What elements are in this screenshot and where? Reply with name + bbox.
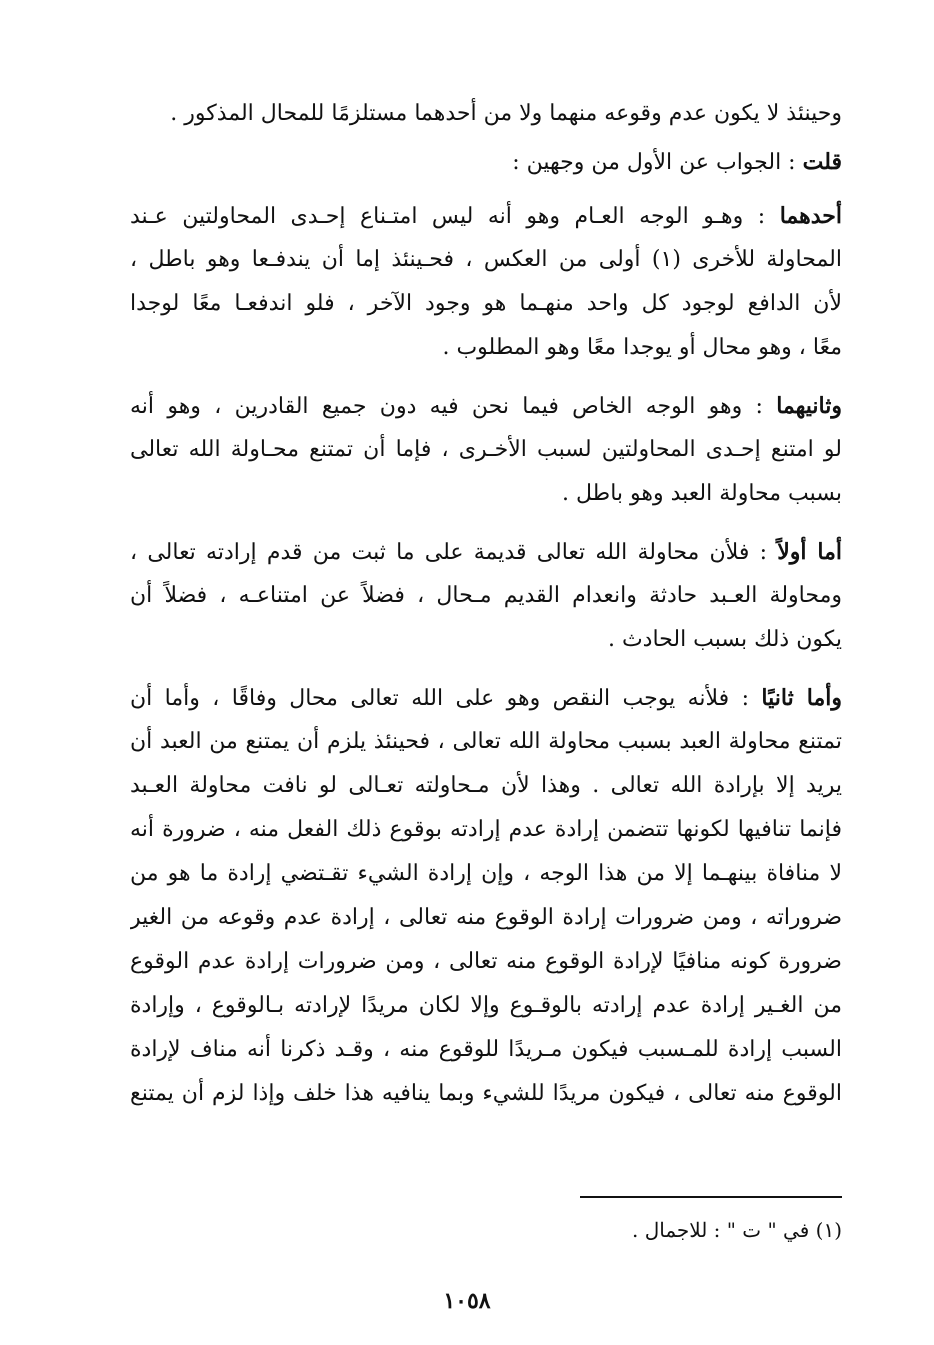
text-line: فإنما تنافيها لكونها تتضمن إرادة عدم إرادته بوقوع ذلك الفعل منه ، ضرورة أنه — [130, 817, 842, 842]
text-line: بسبب محاولة العبد وهو باطل . — [562, 481, 842, 506]
text-line: تمتنع محاولة العبد بسبب محاولة الله تعالى ، فحينئذ يلزم أن يمتنع من العبد أن — [130, 729, 842, 754]
text-line: ضروراته ، ومن ضرورات إرادة الوقوع منه تعالى ، إرادة عدم وقوعه من الغير — [130, 905, 842, 930]
main-text — [130, 92, 842, 1116]
page-number: ١٠٥٨ — [443, 1288, 491, 1314]
text-line: قلت : الجواب عن الأول من وجهين : — [512, 149, 842, 175]
text-line: المحاولة للأخرى (١) أولى من العكس ، فحـينئذ إما أن يندفـعا وهو باطل ، — [130, 247, 842, 272]
text-line: أما أولاً : فلأن محاولة الله تعالى قديمة على ما ثبت من قدم إرادته تعالى ، — [130, 539, 842, 565]
text-line: السبب إرادة للمـسبب فيكون مـريدًا للوقوع منه ، وقـد ذكرنا أنه مناف لإرادة — [130, 1037, 842, 1062]
text-line: لأن الدافع لوجود كل واحد منهـما هو وجود الآخر ، فلو اندفعـا معًا لوجدا — [130, 291, 842, 316]
paragraph-amma-thaniyan — [130, 676, 842, 1116]
text-line: أحدهما : وهـو الوجه العـام وهو أنه ليس امتـناع إحـدى المحاولتين عـند — [130, 203, 842, 229]
text-line: ومحاولة العـبد حادثة وانعدام القديم مـحال ، فضلاً عن امتناعـه ، فضلاً أن — [130, 583, 842, 608]
text-line: يريد إلا بإرادة الله تعالى . وهذا لأن مـحاولته تعـالى لو نافت محاولة العـبد — [130, 773, 842, 798]
text-line: وأما ثانيًا : فلأنه يوجب النقص وهو على الله تعالى محال وفاقًا ، وأما أن — [130, 685, 842, 711]
footnote-divider — [580, 1196, 842, 1198]
text-line: وحينئذ لا يكون عدم وقوعه منهما ولا من أحدهما مستلزمًا للمحال المذكور . — [170, 101, 842, 126]
paragraph-amma-awwalan — [130, 530, 842, 662]
text-line: ضرورة كونه منافيًا لإرادة الوقوع منه تعالى ، ومن ضرورات إرادة عدم الوقوع — [130, 949, 842, 974]
paragraph-intro — [130, 92, 842, 136]
text-line: يكون ذلك بسبب الحادث . — [607, 627, 842, 652]
paragraph-lead: وثانيهما — [776, 393, 842, 419]
text-line: لا منافاة بينهـما إلا من هذا الوجه ، وإن إرادة الشيء تقـتضي إرادة ما هو من — [130, 861, 842, 886]
text-line: وثانيهما : وهو الوجه الخاص فيما نحن فيه دون جميع القادرين ، وهو أنه — [130, 393, 842, 419]
footnote: (١) في " ت " : للاجمال . — [632, 1218, 842, 1242]
paragraph-qultu — [130, 140, 842, 184]
text-line: الوقوع منه تعالى ، فيكون مريدًا للشيء وبما ينافيه هذا خلف وإذا لزم أن يمتنع — [130, 1081, 842, 1106]
paragraph-first-aspect — [130, 194, 842, 370]
paragraph-lead: أما أولاً — [777, 539, 842, 565]
text-line: معًا ، وهو محال أو يوجدا معًا وهو المطلوب . — [442, 335, 842, 360]
paragraph-lead: وأما ثانيًا — [761, 685, 842, 711]
text-line: لو امتنع إحـدى المحاولتين لسبب الأخـرى ، فإما أن تمتنع محـاولة الله تعالى — [130, 437, 842, 462]
paragraph-lead: أحدهما — [779, 203, 842, 229]
paragraph-second-aspect — [130, 384, 842, 516]
text-line: من الغـير إرادة عدم إرادته بالوقـوع وإلا لكان مريدًا لإرادته بـالوقوع ، وإرادة — [130, 993, 842, 1018]
paragraph-lead: قلت — [802, 149, 842, 175]
